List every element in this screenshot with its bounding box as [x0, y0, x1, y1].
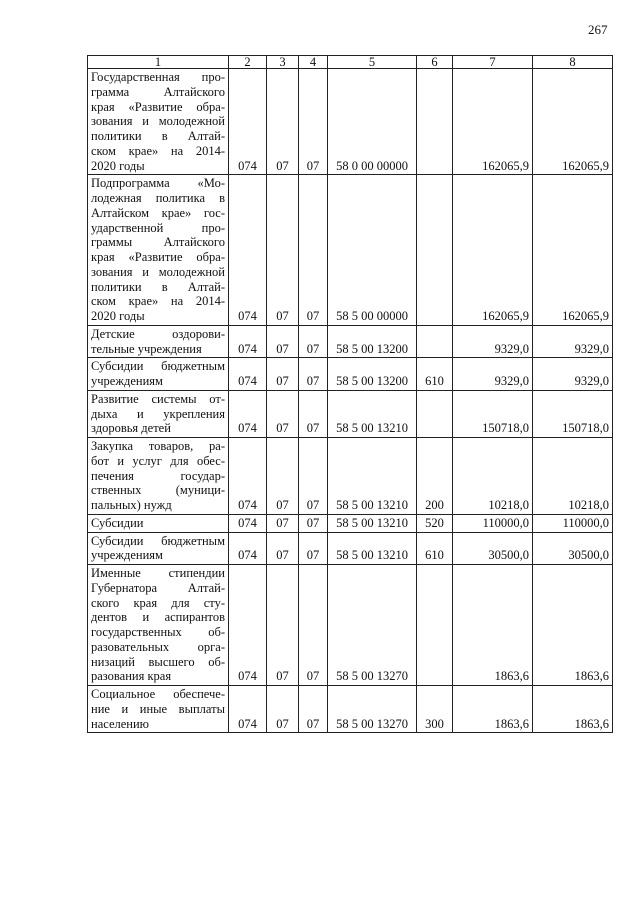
row-name-line: зования и молодежной — [91, 114, 225, 129]
column-header: 6 — [417, 56, 453, 69]
column-header: 1 — [88, 56, 229, 69]
column-header: 5 — [328, 56, 417, 69]
row-name-line: ударственной про- — [91, 220, 225, 235]
section-cell: 07 — [267, 532, 299, 565]
amount-cell: 162065,9 — [533, 69, 613, 175]
table-row — [88, 565, 613, 686]
amount-cell: 9329,0 — [453, 325, 533, 358]
amount-cell: 10218,0 — [533, 438, 613, 515]
row-name-line: Субсидии — [91, 515, 144, 530]
amount-cell: 1863,6 — [533, 686, 613, 733]
row-name-cell — [88, 514, 229, 532]
table-row — [88, 686, 613, 733]
table-row — [88, 358, 613, 391]
expense-type-cell: 610 — [417, 532, 453, 565]
row-name-line: печения государ- — [91, 468, 225, 483]
row-name-line: бот и услуг для обес- — [91, 453, 225, 468]
column-header: 2 — [229, 56, 267, 69]
target-article-cell: 58 5 00 13210 — [328, 514, 417, 532]
row-name-line: 2020 годы — [91, 309, 145, 323]
header-row — [88, 56, 613, 69]
row-name-cell — [88, 175, 229, 326]
budget-table — [87, 55, 613, 733]
row-name-line: Развитие системы от- — [91, 391, 225, 406]
row-name-line: ском крае» на 2014- — [91, 143, 225, 158]
table-row — [88, 69, 613, 175]
table-row — [88, 532, 613, 565]
row-name-cell — [88, 69, 229, 175]
expense-type-cell — [417, 565, 453, 686]
amount-cell: 150718,0 — [533, 390, 613, 437]
row-name-cell — [88, 565, 229, 686]
subsection-cell: 07 — [299, 325, 328, 358]
table-body — [88, 69, 613, 733]
subsection-cell: 07 — [299, 532, 328, 565]
row-name-line: Алтайском крае» гос- — [91, 205, 225, 220]
amount-cell: 110000,0 — [453, 514, 533, 532]
row-name-line: учреждениям — [91, 374, 163, 388]
target-article-cell: 58 5 00 00000 — [328, 175, 417, 326]
target-article-cell: 58 5 00 13270 — [328, 565, 417, 686]
target-article-cell: 58 5 00 13200 — [328, 325, 417, 358]
expense-type-cell: 200 — [417, 438, 453, 515]
section-cell: 07 — [267, 438, 299, 515]
row-name-line: грамма Алтайского — [91, 84, 225, 99]
target-article-cell: 58 5 00 13210 — [328, 438, 417, 515]
row-name-line: Подпрограмма «Мо- — [91, 176, 225, 191]
row-name-line: учреждениям — [91, 548, 163, 563]
row-name-line: государственных об- — [91, 625, 225, 639]
row-name-line: ние и иные выплаты — [91, 701, 225, 716]
section-cell: 07 — [267, 565, 299, 686]
row-name-cell — [88, 390, 229, 437]
section-cell: 07 — [267, 514, 299, 532]
subsection-cell: 07 — [299, 438, 328, 515]
target-article-cell: 58 5 00 13270 — [328, 686, 417, 733]
target-article-cell: 58 5 00 13200 — [328, 358, 417, 391]
amount-cell: 9329,0 — [453, 358, 533, 391]
row-name-line: тельные учреждения — [91, 341, 202, 356]
table-row — [88, 325, 613, 358]
section-cell: 07 — [267, 69, 299, 175]
section-cell: 07 — [267, 175, 299, 326]
expense-type-cell: 520 — [417, 514, 453, 532]
amount-cell: 150718,0 — [453, 390, 533, 437]
target-article-cell: 58 5 00 13210 — [328, 532, 417, 565]
amount-cell: 9329,0 — [533, 358, 613, 391]
ministry-code-cell: 074 — [229, 438, 267, 515]
ministry-code-cell: 074 — [229, 325, 267, 358]
target-article-cell: 58 0 00 00000 — [328, 69, 417, 175]
amount-cell: 162065,9 — [453, 175, 533, 326]
row-name-line: края «Развитие обра- — [91, 99, 225, 114]
ministry-code-cell: 074 — [229, 175, 267, 326]
row-name-line: ском крае» на 2014- — [91, 294, 225, 309]
column-header: 8 — [533, 56, 613, 69]
amount-cell: 10218,0 — [453, 438, 533, 515]
subsection-cell: 07 — [299, 565, 328, 686]
row-name-line: дентов и аспирантов — [91, 610, 225, 625]
row-name-line: Социальное обеспече- — [91, 687, 225, 701]
row-name-line: разовательных орга- — [91, 639, 225, 654]
amount-cell: 9329,0 — [533, 325, 613, 358]
ministry-code-cell: 074 — [229, 514, 267, 532]
table-row — [88, 390, 613, 437]
row-name-line: ского края для сту- — [91, 595, 225, 610]
row-name-line: разования края — [91, 669, 172, 684]
row-name-line: ственных (муници- — [91, 483, 225, 498]
row-name-line: Субсидии бюджетным — [91, 533, 225, 548]
row-name-line: политики в Алтай- — [91, 279, 225, 294]
row-name-line: населению — [91, 716, 149, 731]
amount-cell: 30500,0 — [453, 532, 533, 565]
ministry-code-cell: 074 — [229, 390, 267, 437]
row-name-line: граммы Алтайского — [91, 235, 225, 250]
expense-type-cell — [417, 175, 453, 326]
row-name-line: Детские оздорови- — [91, 326, 225, 341]
table-header — [88, 56, 613, 69]
row-name-cell — [88, 358, 229, 391]
expense-type-cell: 610 — [417, 358, 453, 391]
ministry-code-cell: 074 — [229, 532, 267, 565]
row-name-line: Государственная про- — [91, 70, 225, 84]
expense-type-cell — [417, 325, 453, 358]
row-name-line: низаций высшего об- — [91, 654, 225, 669]
section-cell: 07 — [267, 390, 299, 437]
row-name-line: Именные стипендии — [91, 566, 225, 580]
subsection-cell: 07 — [299, 390, 328, 437]
row-name-cell — [88, 438, 229, 515]
section-cell: 07 — [267, 358, 299, 391]
row-name-cell — [88, 686, 229, 733]
column-header: 4 — [299, 56, 328, 69]
row-name-cell — [88, 532, 229, 565]
subsection-cell: 07 — [299, 358, 328, 391]
section-cell: 07 — [267, 325, 299, 358]
expense-type-cell: 300 — [417, 686, 453, 733]
row-name-line: 2020 годы — [91, 158, 145, 173]
row-name-line: пальных) нужд — [91, 498, 172, 512]
row-name-line: дыха и укрепления — [91, 406, 225, 421]
amount-cell: 30500,0 — [533, 532, 613, 565]
row-name-line: Субсидии бюджетным — [91, 359, 225, 374]
row-name-line: политики в Алтай- — [91, 129, 225, 143]
subsection-cell: 07 — [299, 69, 328, 175]
expense-type-cell — [417, 390, 453, 437]
row-name-cell — [88, 325, 229, 358]
table-row — [88, 175, 613, 326]
section-cell: 07 — [267, 686, 299, 733]
row-name-line: Губернатора Алтай- — [91, 580, 225, 595]
column-header: 3 — [267, 56, 299, 69]
row-name-line: здоровья детей — [91, 421, 171, 436]
subsection-cell: 07 — [299, 175, 328, 326]
target-article-cell: 58 5 00 13210 — [328, 390, 417, 437]
subsection-cell: 07 — [299, 686, 328, 733]
row-name-line: лодежная политика в — [91, 191, 225, 205]
column-header: 7 — [453, 56, 533, 69]
amount-cell: 1863,6 — [453, 565, 533, 686]
ministry-code-cell: 074 — [229, 69, 267, 175]
row-name-line: Закупка товаров, ра- — [91, 439, 225, 453]
amount-cell: 162065,9 — [533, 175, 613, 326]
ministry-code-cell: 074 — [229, 565, 267, 686]
table-row — [88, 514, 613, 532]
row-name-line: зования и молодежной — [91, 264, 225, 279]
amount-cell: 1863,6 — [453, 686, 533, 733]
row-name-line: края «Развитие обра- — [91, 250, 225, 264]
amount-cell: 1863,6 — [533, 565, 613, 686]
page-number: 267 — [588, 22, 608, 37]
ministry-code-cell: 074 — [229, 358, 267, 391]
table-row — [88, 438, 613, 515]
amount-cell: 162065,9 — [453, 69, 533, 175]
amount-cell: 110000,0 — [533, 514, 613, 532]
expense-type-cell — [417, 69, 453, 175]
ministry-code-cell: 074 — [229, 686, 267, 733]
subsection-cell: 07 — [299, 514, 328, 532]
